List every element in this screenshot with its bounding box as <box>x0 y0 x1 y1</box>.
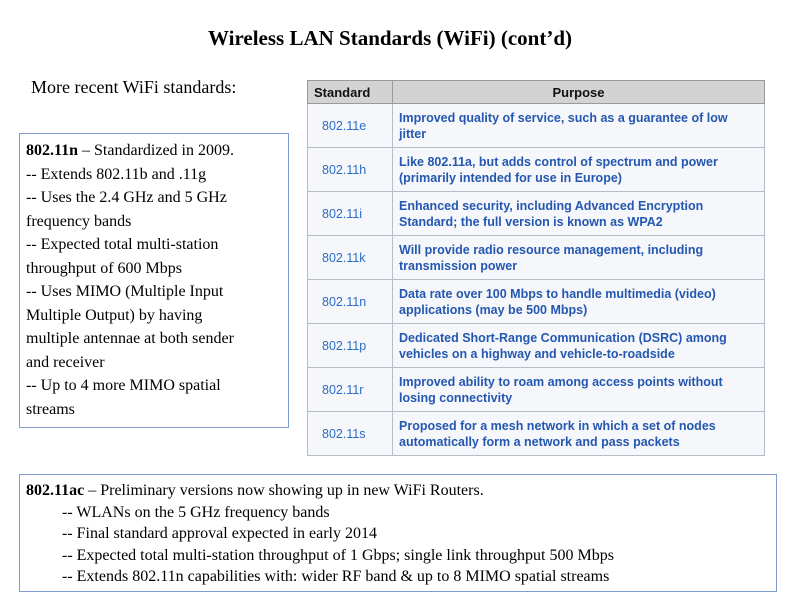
box-line: -- Expected total multi-station <box>26 236 219 253</box>
box-line-0 <box>26 480 770 502</box>
box-line: -- WLANs on the 5 GHz frequency bands <box>62 503 330 521</box>
standard-80211n-box <box>19 133 289 428</box>
box-line: Multiple Output) by having <box>26 306 203 324</box>
cell-standard: 802.11s <box>308 412 393 456</box>
cell-purpose: Improved quality of service, such as a guarantee of low jitter <box>393 104 765 148</box>
box-line: and receiver <box>26 353 105 371</box>
box-heading-rest: – Standardized in 2009. <box>78 142 234 159</box>
header-purpose: Purpose <box>393 81 765 104</box>
cell-purpose: Like 802.11a, but adds control of spectrum and power (primarily intended for use in Europe) <box>393 148 765 192</box>
box-heading-rest: – Preliminary versions now showing up in new WiFi Routers. <box>84 482 484 499</box>
slide-subtitle: More recent WiFi standards: <box>31 77 237 97</box>
cell-standard: 802.11e <box>308 104 393 148</box>
table-row <box>308 148 765 192</box>
box-line: streams <box>26 400 75 418</box>
cell-purpose: Data rate over 100 Mbps to handle multimedia (video) applications (may be 500 Mbps) <box>393 280 765 324</box>
table-row <box>308 104 765 148</box>
standard-80211ac-box <box>19 474 777 592</box>
table-row <box>308 368 765 412</box>
box-line: frequency bands <box>26 212 132 230</box>
cell-purpose: Will provide radio resource management, including transmission power <box>393 236 765 280</box>
cell-standard: 802.11k <box>308 236 393 280</box>
cell-standard: 802.11p <box>308 324 393 368</box>
slide-title: Wireless LAN Standards (WiFi) (cont’d) <box>207 26 572 50</box>
table-header-row <box>308 81 765 104</box>
cell-purpose: Enhanced security, including Advanced Encryption Standard; the full version is known as WPA2 <box>393 192 765 236</box>
box-heading-bold: 802.11n <box>26 142 79 159</box>
box-line: -- Up to 4 more MIMO spatial <box>26 377 221 394</box>
cell-standard: 802.11r <box>308 368 393 412</box>
box-line: -- Extends 802.11n capabilities with: wider RF band & up to 8 MIMO spatial streams <box>62 568 610 585</box>
table-row <box>308 236 765 280</box>
cell-standard: 802.11i <box>308 192 393 236</box>
table-row <box>308 280 765 324</box>
cell-standard: 802.11n <box>308 280 393 324</box>
box-line: -- Uses MIMO (Multiple Input <box>26 283 224 300</box>
box-line-0 <box>26 139 282 163</box>
box-line: -- Expected total multi-station throughput of 1 Gbps; single link throughput 500 Mbps <box>62 546 614 564</box>
box-line: -- Final standard approval expected in early 2014 <box>62 525 377 542</box>
box-line: multiple antennae at both sender <box>26 330 234 347</box>
cell-purpose: Dedicated Short-Range Communication (DSRC) among vehicles on a highway and vehicle-to-roadside <box>393 324 765 368</box>
box-line: -- Extends 802.11b and .11g <box>26 165 207 183</box>
table-row <box>308 192 765 236</box>
table-row <box>308 324 765 368</box>
header-standard: Standard <box>308 81 393 104</box>
cell-purpose: Improved ability to roam among access points without losing connectivity <box>393 368 765 412</box>
box-line: -- Uses the 2.4 GHz and 5 GHz <box>26 189 227 206</box>
cell-purpose: Proposed for a mesh network in which a set of nodes automatically form a network and pass packets <box>393 412 765 456</box>
table-row <box>308 412 765 456</box>
wifi-standards-table <box>307 80 765 456</box>
box-heading-bold: 802.11ac <box>26 482 85 499</box>
box-line: throughput of 600 Mbps <box>26 259 182 277</box>
cell-standard: 802.11h <box>308 148 393 192</box>
